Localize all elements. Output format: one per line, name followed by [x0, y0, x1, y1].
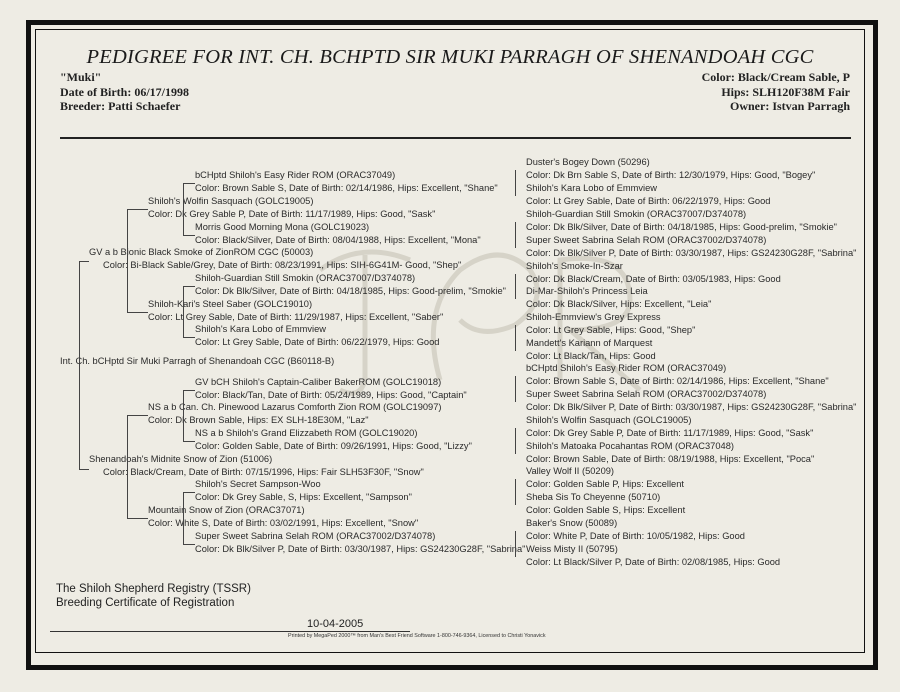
bracket-line [515, 428, 516, 454]
gen4-entry [195, 478, 412, 504]
bracket-line [183, 390, 184, 441]
dog-name: Shiloh-Guardian Still Smokin (ORAC37007/D374078) [526, 209, 747, 219]
pedigree-title: PEDIGREE FOR INT. CH. BCHPTD SIR MUKI PARRAGH OF SHENANDOAH CGC [86, 46, 814, 68]
bracket-line [79, 261, 80, 469]
subject-dog [60, 355, 334, 368]
dog-name: Sheba Sis To Cheyenne (50710) [526, 492, 661, 502]
dog-details: Color: Golden Sable, Date of Birth: 09/26/1991, Hips: Good, "Lizzy" [195, 441, 472, 451]
dog-details: Color: Golden Sable P, Hips: Excellent [526, 479, 684, 489]
gen5-entry [526, 517, 745, 543]
dog-name: Mountain Snow of Zion (ORAC37071) [148, 505, 305, 515]
gen4-entry [195, 427, 472, 453]
gen5-entry [526, 362, 829, 388]
call-name: "Muki" [60, 70, 102, 84]
dog-details: Color: Dk Brn Sable S, Date of Birth: 12/30/1979, Hips: Good, "Bogey" [526, 170, 816, 180]
bracket-line [515, 376, 516, 402]
certificate-date: 10-04-2005 [307, 618, 364, 630]
bracket-line [515, 325, 516, 351]
dog-details: Color: Lt Grey Sable, Date of Birth: 06/22/1979, Hips: Good [526, 196, 771, 206]
dog-name: Weiss Misty II (50795) [526, 544, 618, 554]
dog-name: Shenandoah's Midnite Snow of Zion (51006) [89, 454, 273, 464]
dog-details: Color: Lt Black/Tan, Hips: Good [526, 351, 656, 361]
gen4-entry [195, 169, 498, 195]
gen5-entry [526, 182, 770, 208]
dog-name: Shiloh-Guardian Still Smokin (ORAC37007/D374078) [195, 273, 416, 283]
bracket-line [183, 544, 195, 545]
bracket-line [515, 531, 516, 557]
subject-name: Int. Ch. bCHptd Sir Muki Parragh of Shenandoah CGC (B60118-B) [60, 356, 335, 366]
dog-name: Morris Good Morning Mona (GOLC19023) [195, 222, 370, 232]
bracket-line [183, 286, 184, 337]
dog-name: Shiloh's Smoke-In-Szar [526, 261, 623, 271]
dog-details: Color: Dk Grey Sable P, Date of Birth: 11/17/1989, Hips: Good, "Sask" [148, 209, 436, 219]
dog-name: bCHptd Shiloh's Easy Rider ROM (ORAC37049) [195, 170, 396, 180]
header-right [702, 70, 850, 114]
dog-name: Shiloh-Kari's Steel Saber (GOLC19010) [148, 299, 313, 309]
dog-details: Color: Lt Grey Sable, Hips: Good, "Shep" [526, 325, 696, 335]
bracket-line [183, 492, 184, 544]
bracket-line [183, 492, 195, 493]
bracket-line [515, 274, 516, 299]
dog-details: Color: Lt Black/Silver P, Date of Birth: 02/08/1985, Hips: Good [526, 557, 781, 567]
gen3-entry [148, 195, 435, 221]
gen5-entry [526, 414, 813, 440]
gen3-entry [148, 298, 443, 324]
hips: Hips: SLH120F38M Fair [721, 84, 850, 99]
sire [89, 246, 461, 272]
dog-name: GV bCH Shiloh's Captain-Caliber BakerROM (GOLC19018) [195, 377, 442, 387]
bracket-line [79, 261, 89, 262]
dog-name: NS a b Can. Ch. Pinewood Lazarus Comforth Zion ROM (GOLC19097) [148, 402, 442, 412]
bracket-line [515, 170, 516, 196]
dam [89, 453, 424, 479]
gen5-entry [526, 440, 814, 466]
dog-details: Color: Dk Grey Sable P, Date of Birth: 11/17/1989, Hips: Good, "Sask" [526, 428, 814, 438]
dog-name: Shiloh's Wolfin Sasquach (GOLC19005) [148, 196, 314, 206]
registry-name: The Shiloh Shepherd Registry (TSSR) [56, 583, 251, 595]
dog-name: Super Sweet Sabrina Selah ROM (ORAC37002/D374078) [195, 531, 436, 541]
bracket-line [127, 415, 148, 416]
gen4-entry [195, 530, 525, 556]
dog-name: Shiloh's Kara Lobo of Emmview [526, 183, 657, 193]
gen5-entry [526, 285, 711, 311]
bracket-line [183, 286, 195, 287]
certificate-type: Breeding Certificate of Registration [56, 596, 235, 609]
gen5-entry [526, 337, 656, 363]
dog-name: GV a b Bionic Black Smoke of ZionROM CGC (50003) [89, 247, 314, 257]
gen5-entry [526, 234, 856, 260]
dog-details: Color: Dk Blk/Silver, Date of Birth: 04/18/1985, Hips: Good-prelim, "Smokie" [195, 286, 506, 296]
signature-line [50, 631, 410, 632]
dog-details: Color: Dk Black/Silver, Hips: Excellent, "Leia" [526, 299, 712, 309]
dog-details: Color: Brown Sable, Date of Birth: 08/19/1988, Hips: Excellent, "Poca" [526, 454, 815, 464]
dog-details: Color: Black/Silver, Date of Birth: 08/04/1988, Hips: Excellent, "Mona" [195, 235, 481, 245]
gen3-entry [148, 401, 442, 427]
gen5-entry [526, 543, 780, 569]
bracket-line [183, 337, 195, 338]
date-of-birth: Date of Birth: 06/17/1998 [60, 84, 189, 99]
bracket-line [127, 518, 148, 519]
gen5-entry [526, 208, 837, 234]
gen4-entry [195, 221, 481, 247]
bracket-line [79, 469, 89, 470]
dog-name: NS a b Shiloh's Grand Elizzabeth ROM (GOLC19020) [195, 428, 418, 438]
bracket-line [183, 183, 195, 184]
bracket-line [183, 441, 195, 442]
dog-name: Shiloh's Wolfin Sasquach (GOLC19005) [526, 415, 692, 425]
dog-details: Color: Dk Brown Sable, Hips: EX SLH-18E30M, "Laz" [148, 415, 369, 425]
dog-details: Color: Brown Sable S, Date of Birth: 02/14/1986, Hips: Excellent, "Shane" [526, 376, 829, 386]
dog-name: Super Sweet Sabrina Selah ROM (ORAC37002/D374078) [526, 389, 767, 399]
gen5-entry [526, 311, 695, 337]
dog-name: Valley Wolf II (50209) [526, 466, 615, 476]
gen5-entry [526, 388, 856, 414]
bracket-line [515, 479, 516, 505]
gen5-entry [526, 465, 684, 491]
gen5-entry [526, 491, 685, 517]
gen3-entry [148, 504, 418, 530]
dog-name: Di-Mar-Shiloh's Princess Leia [526, 286, 648, 296]
dog-details: Color: Dk Blk/Silver, Date of Birth: 04/18/1985, Hips: Good-prelim, "Smokie" [526, 222, 837, 232]
dog-details: Color: Lt Grey Sable, Date of Birth: 11/29/1987, Hips: Excellent, "Saber" [148, 312, 444, 322]
bracket-line [183, 183, 184, 235]
dog-details: Color: Black/Cream, Date of Birth: 07/15/1996, Hips: Fair SLH53F30F, "Snow" [103, 467, 424, 477]
gen4-entry [195, 376, 467, 402]
header-left [60, 70, 189, 114]
dog-details: Color: Golden Sable S, Hips: Excellent [526, 505, 686, 515]
color: Color: Black/Cream Sable, P [701, 70, 850, 84]
dog-details: Color: Lt Grey Sable, Date of Birth: 06/22/1979, Hips: Good [195, 337, 440, 347]
dog-details: Color: Dk Grey Sable, S, Hips: Excellent, "Sampson" [195, 492, 412, 502]
dog-details: Color: Dk Blk/Silver P, Date of Birth: 03/30/1987, Hips: GS24230G28F, "Sabrina" [195, 544, 526, 554]
dog-details: Color: Dk Blk/Silver P, Date of Birth: 03/30/1987, Hips: GS24230G28F, "Sabrina" [526, 402, 857, 412]
bracket-line [515, 222, 516, 248]
owner: Owner: Istvan Parragh [730, 99, 850, 113]
registry-footer [56, 583, 251, 610]
dog-details: Color: Black/Tan, Date of Birth: 05/24/1989, Hips: Good, "Captain" [195, 390, 467, 400]
dog-name: Shiloh's Secret Sampson-Woo [195, 479, 321, 489]
dog-name: Duster's Bogey Down (50296) [526, 157, 650, 167]
gen4-entry [195, 323, 439, 349]
dog-details: Color: White S, Date of Birth: 03/02/1991, Hips: Excellent, "Snow" [148, 518, 419, 528]
gen4-entry [195, 272, 506, 298]
dog-name: Super Sweet Sabrina Selah ROM (ORAC37002/D374078) [526, 235, 767, 245]
dog-details: Color: Dk Blk/Silver P, Date of Birth: 03/30/1987, Hips: GS24230G28F, "Sabrina" [526, 248, 857, 258]
dog-name: Shiloh's Kara Lobo of Emmview [195, 324, 326, 334]
header-rule [60, 137, 851, 139]
dog-details: Color: Dk Black/Cream, Date of Birth: 03/05/1983, Hips: Good [526, 274, 781, 284]
dog-name: bCHptd Shiloh's Easy Rider ROM (ORAC37049) [526, 363, 727, 373]
gen5-entry [526, 156, 815, 182]
bracket-line [127, 209, 148, 210]
dog-name: Baker's Snow (50089) [526, 518, 618, 528]
bracket-line [127, 312, 148, 313]
dog-details: Color: White P, Date of Birth: 10/05/1982, Hips: Good [526, 531, 745, 541]
bracket-line [183, 235, 195, 236]
breeder: Breeder: Patti Schaefer [60, 99, 181, 113]
dog-details: Color: Bi-Black Sable/Grey, Date of Birth: 08/23/1991, Hips: SIH-6G41M- Good, "Shep" [103, 260, 462, 270]
dog-name: Shiloh-Emmview's Grey Express [526, 312, 661, 322]
dog-name: Mandett's Kariann of Marquest [526, 338, 653, 348]
printed-by: Printed by MegaPed 2000™ from Man's Best Friend Software 1-800-746-9364, Licensed to Christi Yonavick [288, 633, 546, 639]
bracket-line [127, 209, 128, 312]
gen5-entry [526, 260, 781, 286]
dog-name: Shiloh's Matoaka Pocahantas ROM (ORAC37048) [526, 441, 734, 451]
bracket-line [183, 390, 195, 391]
bracket-line [127, 415, 128, 518]
dog-details: Color: Brown Sable S, Date of Birth: 02/14/1986, Hips: Excellent, "Shane" [195, 183, 498, 193]
